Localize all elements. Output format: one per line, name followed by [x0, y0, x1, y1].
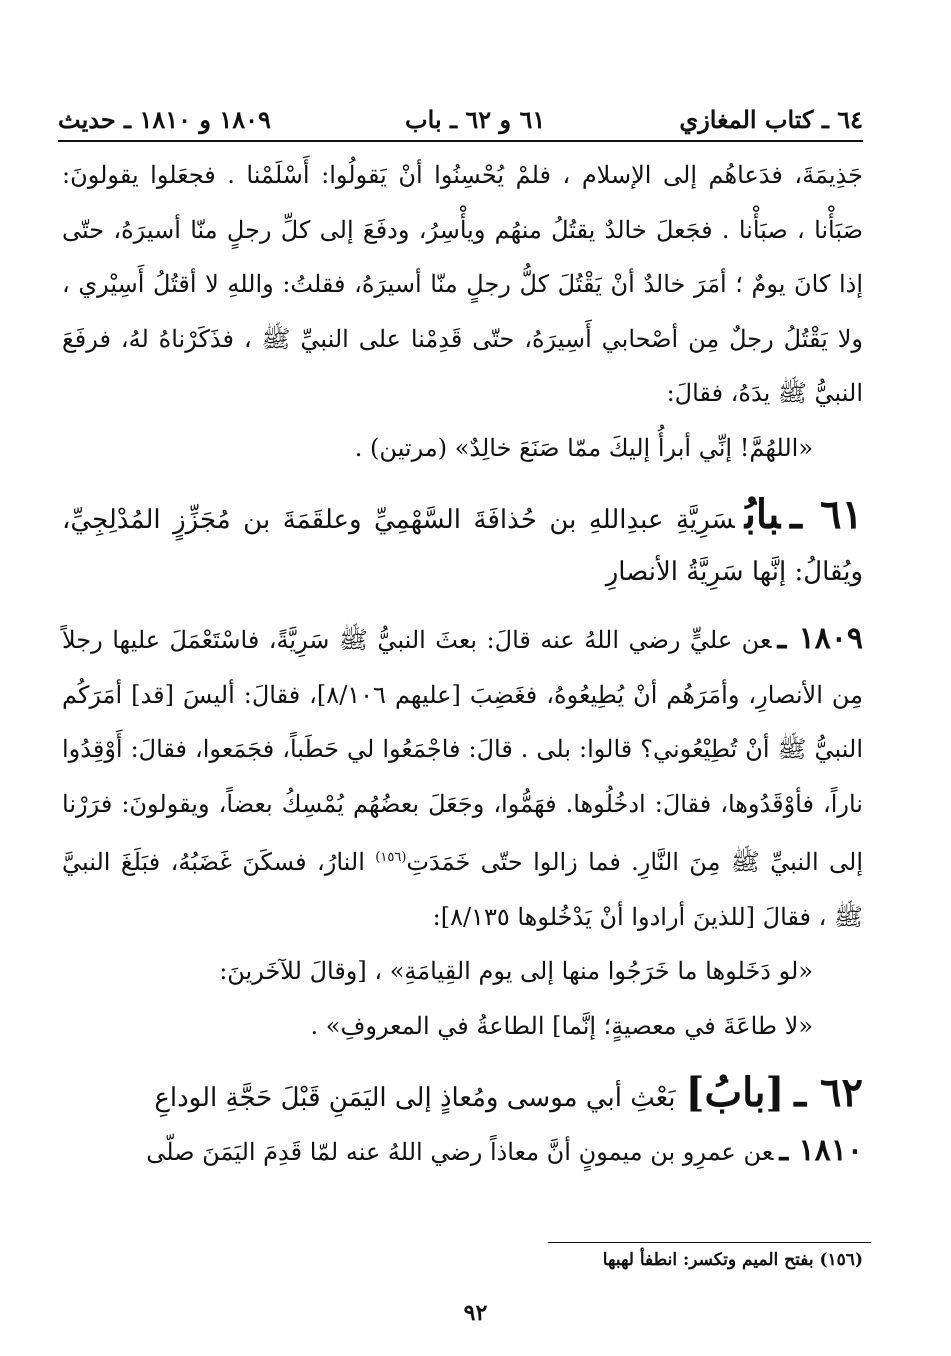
chapter-61-heading	[62, 489, 863, 598]
hadith-1810-number: ١٨١٠ ـ	[779, 1133, 863, 1168]
chapter-62-word: [بابُ]	[685, 1069, 785, 1116]
hadith-1810-text: عن عمرِو بن ميمونٍ أنَّ معاذاً رضي اللهُ عنه لمّا قَدِمَ اليَمَنَ صلّى	[146, 1138, 774, 1166]
header-chapter: ٦٤ ـ كتاب المغازي	[679, 105, 863, 134]
hadith-1809-number: ١٨٠٩ ـ	[777, 621, 864, 656]
hadith-1809-quote-1: «لو دَخَلوها ما خَرَجُوا منها إلى يوم القِيامَةِ» ، [وقالَ للآخَرينَ:	[219, 957, 813, 985]
chapter-62-heading	[62, 1067, 863, 1124]
footnote-reference[interactable]: (١٥٦)	[375, 850, 407, 865]
paragraph-continued: جَذِيمَةَ، فدَعاهُم إلى الإسلام ، فلمْ يُحْسِنُوا أنْ يَقولُوا: أَسْلَمْنا . فجعَلوا يقولونَ: صَبَأْنا ، صبَأْنا . فجَعلَ خالدٌ يقتُلُ منهُم ويأْسِرُ، ودفَعَ إلى كلِّ رجلٍ منّا أسيرَهُ، حتّى إذا كانَ يومٌ ؛ أمَرَ خالدٌ أنْ يَقْتُلَ كلُّ رجلٍ منّا أسيرَهُ، فقلتُ: واللهِ لا أقتُلُ أَسِيْري ، ولا يَقْتُلُ رجلٌ مِن أصْحابي أَسِيرَهُ، حتّى قَدِمْنا على النبيِّ ﷺ ، فذَكَرْناهُ لهُ، فرفَعَ النبيُّ ﷺ يدَهُ، فقالَ:	[62, 161, 864, 407]
header-hadith-range: ١٨٠٩ و ١٨١٠ ـ حديث	[58, 105, 271, 134]
chapter-62-number: ٦٢ ـ	[794, 1069, 863, 1116]
chapter-62-title: بَعْثِ أبي موسى ومُعاذٍ إلى اليَمَنِ قَبْلَ حَجَّةِ الوداعِ	[154, 1083, 676, 1113]
header-section: ٦١ و ٦٢ ـ باب	[405, 105, 546, 134]
page-body	[62, 148, 863, 1180]
hadith-1809-quote-2: «لا طاعَةَ في معصيةٍ؛ إنَّما] الطاعةُ في المعروفِ» .	[310, 1011, 813, 1040]
header-rule	[58, 140, 863, 142]
page-number: ٩٢	[463, 1300, 488, 1326]
hadith-1809-text-a: عن عليٍّ رضي اللهُ عنه قالَ: بعثَ النبيُّ ﷺ سَرِيَّةً، فاسْتَعْمَلَ عليها رجلاً مِن الأنصارِ، وأمَرَهُم أنْ يُطِيعُوهُ، فغَضِبَ [عليهم ٨/١٠٦]، فقالَ: أليسَ [قد] أمَرَكُم النبيُّ ﷺ أنْ تُطِيْعُوني؟ قالوا: بلى . قالَ: فاجْمَعُوا لي حَطَباً، فجَمَعوا، فقالَ: أَوْقِدُوا ناراً، فأوْقَدُوها، فقالَ: ادخُلُوها. فهَمُّوا، وجَعَلَ بعضُهُم يُمْسِكُ بعضاً، ويقولونَ: فرَرْنا إلى النبيِّ ﷺ مِنَ النَّارِ. فما زالوا حتّى خَمَدَتِ	[62, 626, 864, 876]
chapter-61-number: ٦١ ـ	[790, 491, 863, 538]
running-header	[58, 100, 863, 134]
prophet-quote: «اللهُمَّ! إنِّي أبرأُ إليكَ ممّا صَنَعَ خالِدٌ» (مرتين) .	[354, 433, 813, 462]
chapter-61-word: بابُ	[744, 491, 781, 538]
chapter-61-title: سَرِيَّةِ عبدِاللهِ بن حُذافَةَ السَّهْمِيِّ وعلقَمَةَ بن مُجَزِّزٍ المُدْلِجِيِّ، ويُقالُ: إنَّها سَرِيَّةُ الأنصارِ	[62, 505, 863, 587]
footnote-rule	[548, 1242, 871, 1243]
hadith-1809	[62, 612, 863, 944]
hadith-1810	[62, 1124, 863, 1180]
hadith-1809-text-b: النارُ، فسكَنَ غَضَبُهُ، فبَلَغَ النبيَّ ﷺ ، فقالَ [للذينَ أرادوا أنْ يَدْخُلوها ٨/١٣٥]:	[62, 848, 863, 931]
footnote-156: (١٥٦) بفتح الميم وتكسر: انطفأ لهبها	[602, 1250, 863, 1270]
